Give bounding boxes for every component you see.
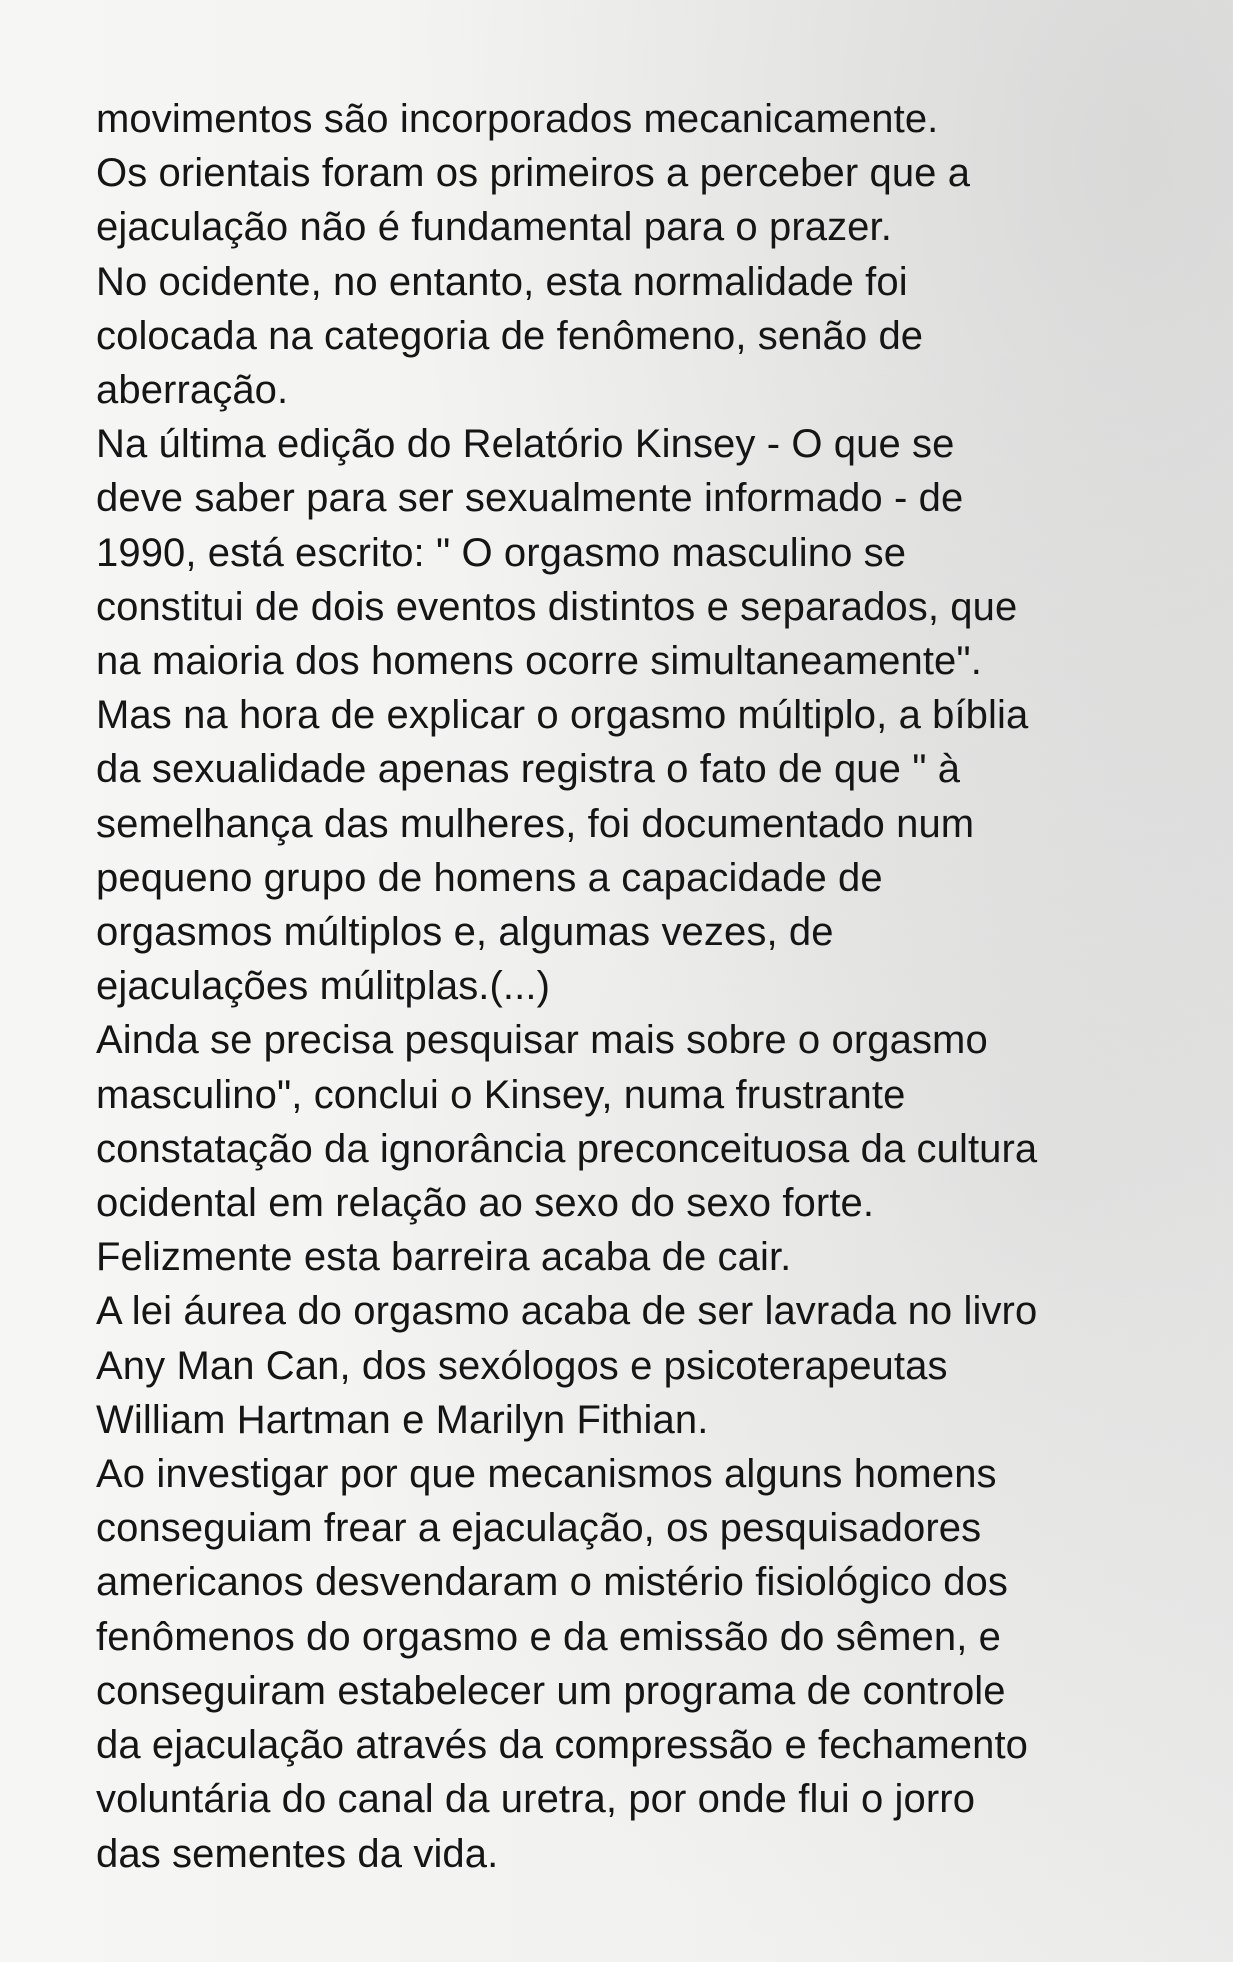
text-line: William Hartman e Marilyn Fithian. [96, 1397, 709, 1442]
text-line: constatação da ignorância preconceituosa da cultura [96, 1126, 1038, 1171]
text-line: deve saber para ser sexualmente informado - de [96, 476, 964, 521]
text-line: ejaculações múlitplas.(...) [96, 964, 550, 1009]
text-line: conseguiram estabelecer um programa de controle [96, 1668, 1006, 1713]
text-line: semelhança das mulheres, foi documentado num [96, 801, 975, 846]
text-line: conseguiam frear a ejaculação, os pesquisadores [96, 1506, 982, 1551]
text-line: Ainda se precisa pesquisar mais sobre o orgasmo [96, 1018, 988, 1063]
text-line: orgasmos múltiplos e, algumas vezes, de [96, 910, 834, 955]
text-line: colocada na categoria de fenômeno, senão de [96, 313, 924, 358]
text-line: ejaculação não é fundamental para o prazer. [96, 205, 892, 250]
text-line: masculino", conclui o Kinsey, numa frustrante [96, 1072, 906, 1117]
text-line: na maioria dos homens ocorre simultaneamente". [96, 639, 982, 684]
text-line: americanos desvendaram o mistério fisiológico dos [96, 1560, 1008, 1605]
text-line: da ejaculação através da compressão e fechamento [96, 1723, 1029, 1768]
text-line: voluntária do canal da uretra, por onde flui o jorro [96, 1777, 976, 1822]
text-line: aberração. [96, 368, 289, 413]
text-line: A lei áurea do orgasmo acaba de ser lavrada no livro [96, 1289, 1038, 1334]
text-line: Mas na hora de explicar o orgasmo múltiplo, a bíblia [96, 693, 1029, 738]
text-line: ocidental em relação ao sexo do sexo forte. [96, 1181, 875, 1226]
body-text [96, 92, 1206, 1881]
text-line: 1990, está escrito: " O orgasmo masculino se [96, 530, 907, 575]
text-line: Na última edição do Relatório Kinsey - O que se [96, 422, 955, 467]
text-line: Ao investigar por que mecanismos alguns homens [96, 1452, 997, 1497]
text-line: pequeno grupo de homens a capacidade de [96, 855, 883, 900]
text-line: Os orientais foram os primeiros a perceber que a [96, 151, 971, 196]
text-line: Felizmente esta barreira acaba de cair. [96, 1235, 792, 1280]
text-line: No ocidente, no entanto, esta normalidade foi [96, 259, 908, 304]
text-line: da sexualidade apenas registra o fato de que " à [96, 747, 961, 792]
text-line: fenômenos do orgasmo e da emissão do sêmen, e [96, 1614, 1002, 1659]
text-line: das sementes da vida. [96, 1831, 499, 1876]
text-line: constitui de dois eventos distintos e separados, que [96, 584, 1018, 629]
text-line: Any Man Can, dos sexólogos e psicoterapeutas [96, 1343, 948, 1388]
text-line: movimentos são incorporados mecanicamente. [96, 97, 939, 141]
